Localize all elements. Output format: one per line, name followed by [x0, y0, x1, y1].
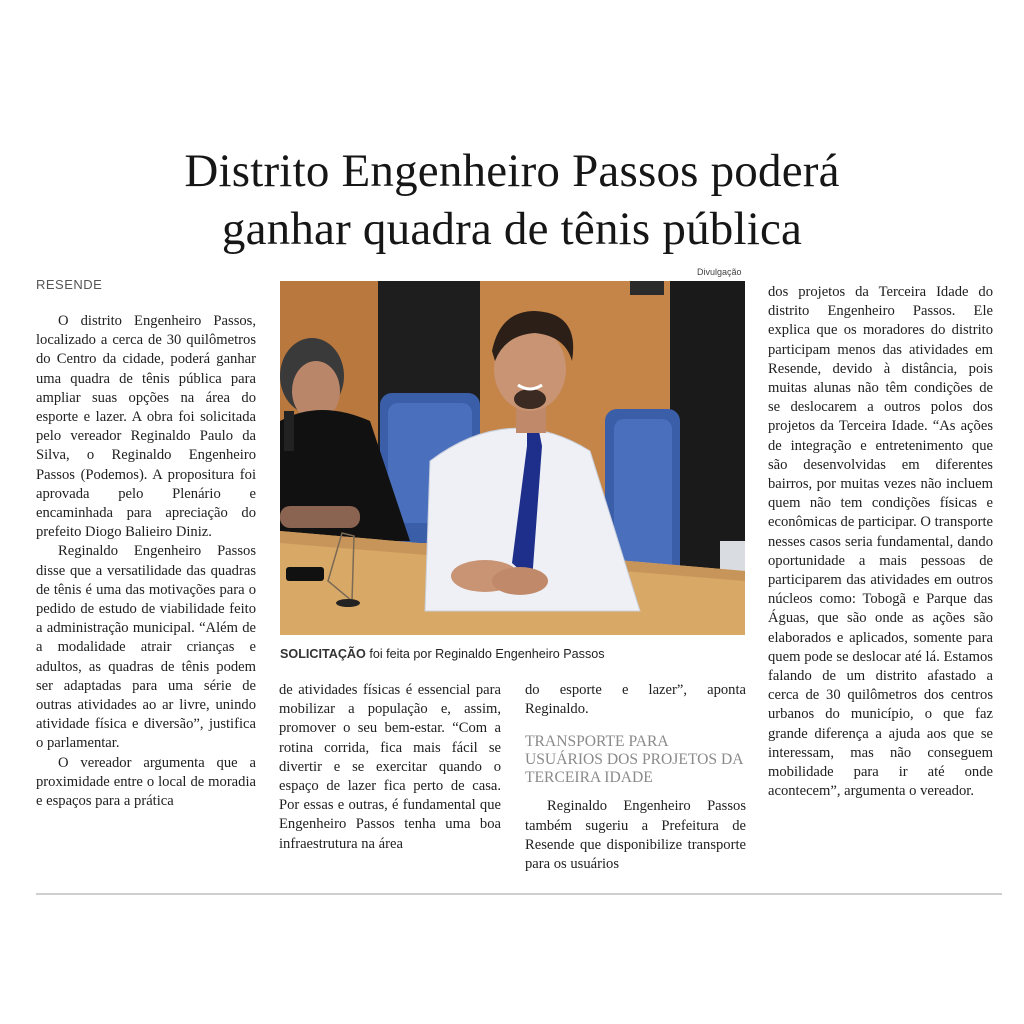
article-column-3	[525, 681, 746, 874]
caption-lead: SOLICITAÇÃO	[280, 647, 366, 661]
photo-illustration	[280, 281, 745, 635]
paragraph: dos projetos da Terceira Idade do distrito Engenheiro Passos. Ele explica que os moradores do distrito participam menos das atividades em Resende, devido à distância, pois muitas alunas não têm condições de se deslocarem a outros polos dos projetos da Terceira Idade. “As ações de integração e entretenimento que são desenvolvidas em diferentes bairros, por muitas vezes não incluem quem não tem condições físicas e econômicas de participar. O transporte nesses casos seria fundamental, dando oportunidade a mais pessoas de participarem das atividades em outros núcleos como: Tobogã e Parque das Águas, que são onde as ações são elaborados e aplicados, somente para quem pode se deslocar até lá. Estamos falando de um distrito afastado a cerca de 30 quilômetros dos centros urbanos do município, o que faz grande diferença a ajuda aos que se interessam, mas não conseguem mobilidade para ir até onde acontecem”, argumenta o vereador.	[768, 284, 993, 800]
caption-text: foi feita por Reginaldo Engenheiro Passos	[365, 647, 605, 661]
subheading: TRANSPORTE PARA USUÁRIOS DOS PROJETOS DA TERCEIRA IDADE	[525, 733, 743, 787]
paragraph: do esporte e lazer”, aponta Reginaldo.	[525, 682, 746, 718]
photo-caption	[280, 647, 750, 661]
paragraph: O vereador argumenta que a proximidade entre o local de moradia e espaços para a prática	[36, 754, 256, 810]
article-column-2	[279, 681, 501, 854]
section-label: RESENDE	[36, 277, 103, 292]
headline-line-1: Distrito Engenheiro Passos poderá	[184, 145, 840, 197]
article-column-1	[36, 312, 256, 811]
photo-credit: Divulgação	[697, 267, 742, 277]
article-photo	[280, 281, 745, 635]
paragraph: de atividades físicas é essencial para mobilizar a população e, assim, promover o seu bem-estar. “Com a rotina corrida, fica mais fácil se divertir e se exercitar quando o espaço de lazer fica perto de casa. Por essas e outras, é fundamental que Engenheiro Passos tenha uma boa infraestrutura na área	[279, 682, 501, 852]
bottom-divider	[36, 893, 1002, 895]
paragraph: O distrito Engenheiro Passos, localizado a cerca de 30 quilômetros do Centro da cidade, poderá ganhar uma quadra de tênis pública para ampliar suas opções na área do esporte e lazer. A obra foi solicitada pelo vereador Reginaldo Paulo da Silva, o Reginaldo Engenheiro Passos (Podemos). A propositura foi aprovada pelo Plenário e encaminhada para apreciação do prefeito Diogo Balieiro Diniz.	[36, 313, 256, 541]
article-column-4	[768, 283, 993, 801]
article-headline	[30, 142, 994, 258]
paragraph: Reginaldo Engenheiro Passos também sugeriu a Prefeitura de Resende que disponibilize transporte para os usuários	[525, 798, 746, 873]
headline-line-2: ganhar quadra de tênis pública	[221, 203, 803, 255]
paragraph: Reginaldo Engenheiro Passos disse que a versatilidade das quadras de tênis é uma das motivações para o pedido de estudo de viabilidade feito a administração municipal. “Além de a modalidade atrair crianças e adultos, as quadras de tênis podem ser adaptadas para uma série de outras atividades ao ar livre, unindo atividade física e diversão”, justifica o parlamentar.	[36, 543, 256, 752]
